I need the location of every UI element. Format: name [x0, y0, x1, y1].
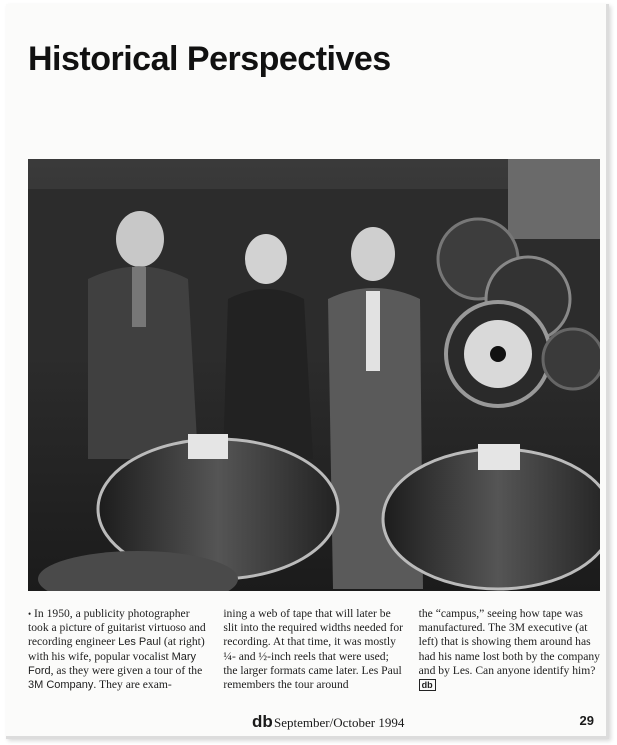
- db-logo: db: [252, 712, 273, 731]
- name-mary-ford: Mary Ford: [28, 650, 197, 677]
- caption-column-3: [419, 607, 600, 697]
- caption-text: (at right) with his wife, popular vocalist: [28, 635, 205, 663]
- caption-text: In 1950, a publicity photographer took a picture of guitarist virtuoso and recording engineer: [28, 607, 206, 649]
- photo-illustration: [28, 159, 600, 591]
- name-3m-company: 3M Company: [28, 679, 94, 692]
- caption-text: . They are exam-: [93, 678, 172, 692]
- caption-text: , as they were given a tour of the: [50, 663, 203, 677]
- caption: [28, 607, 600, 697]
- caption-text: ining a web of tape that will later be slit into the required widths needed for recording. At that time, it was mostly ¼- and ½-inch reels that were used; the larger formats came later. Les Paul remembers the tour around: [223, 607, 403, 692]
- page-number: 29: [579, 713, 594, 728]
- page-title: Historical Perspectives: [28, 40, 391, 78]
- bullet-icon: •: [28, 609, 32, 619]
- caption-column-1: [28, 607, 209, 697]
- historical-photo: [28, 159, 600, 591]
- name-les-paul: Les Paul: [118, 636, 161, 649]
- magazine-page: [6, 4, 609, 739]
- end-mark-icon: db: [419, 679, 436, 691]
- caption-column-2: [223, 607, 404, 697]
- caption-text: the “campus,” seeing how tape was manufactured. The 3M executive (at left) that is showing them around has had his name lost both by the company and by Les. Can anyone identify him?: [418, 607, 600, 677]
- issue-date: September/October 1994: [274, 715, 405, 730]
- page-footer: [28, 712, 600, 730]
